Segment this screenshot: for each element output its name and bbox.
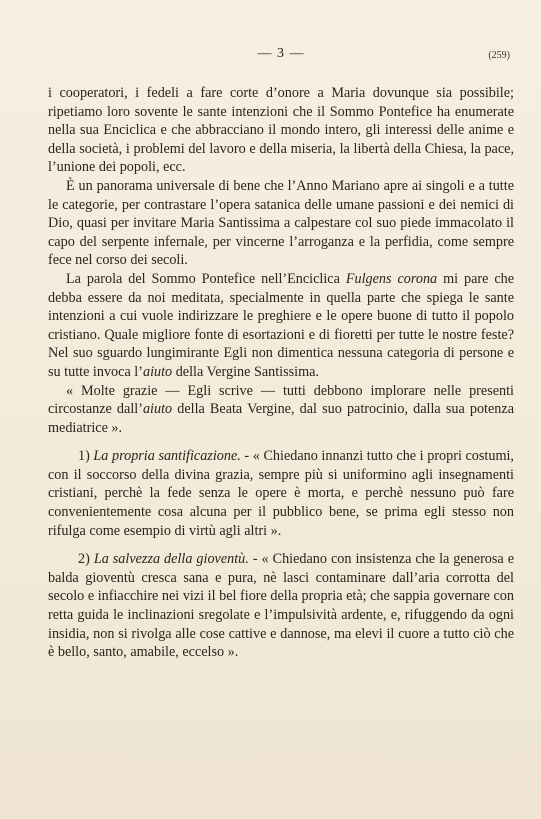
item-2-number: 2) [78,551,94,568]
aiuto-emphasis-2: aiuto [142,401,173,418]
item-1-title: La propria santificazione. [93,448,241,465]
paragraph-2: È un panorama universale di bene che l’Anno Mariano apre ai singoli e a tutte le categorie, per contrastare l’opera satanica delle umane passioni e dei nemici di Dio, quasi per invitare Maria Santissima a calpestare col suo piede immacolato il capo del serpente infernale, per vincerne l’arroganza e la perfidia, come sempre fece nel corso dei secoli. [48,177,514,269]
numbered-item-1 [48,447,514,540]
paragraph-3-text-b: mi pare che debba essere da noi meditata, specialmente in quella parte che spiega le sante intenzioni a cui vuole indirizzare le preghiere e le opere buone di tutto il popolo cristiano. Quale migliore fonte di esortazioni e di fioretti per tutte le nostre feste? Nel suo sguardo lungimirante Egli non dimentica nessuna categoria di persone e su tutte invoca l’ [48,270,515,380]
item-2-title: La salvezza della gioventù. [93,551,249,568]
paragraph-3-text-a: La parola del Sommo Pontefice nell’Enciclica [66,270,346,287]
item-1-number: 1) [78,448,94,465]
item-2-text: - « Chiedano con insistenza che la generosa e balda gioventù cresca sana e pura, nè lasci contaminare dall’aria corrotta del secolo e infiacchire nei vizi il bel fiore della propria età; che sappia governare con retta guida le inclinazioni sregolate e l’impulsività ardente, e, rifuggendo da ogni insidia, non si rivolga alle cose cattive e dannose, ma elevi il cuore a tutto ciò che è bello, santo, amabile, eccelso ». [48,551,514,661]
paragraph-4 [48,382,514,438]
encyclical-title: Fulgens corona [345,270,438,287]
paragraph-4-text-b: della Beata Vergine, dal suo patrocinio, dalla sua potenza mediatrice ». [48,401,514,436]
paragraph-3-text-c: della Vergine Santissima. [172,363,319,380]
paragraph-4-text-a: « Molte grazie — Egli scrive — tutti debbono implorare nelle presenti circostanze dall’ [48,382,514,418]
page-number: — 3 — [257,46,305,61]
paragraph-3 [48,270,514,382]
aiuto-emphasis: aiuto [142,363,173,380]
page-header [48,46,514,66]
numbered-item-2 [48,550,514,662]
item-1-text: - « Chiedano innanzi tutto che i propri costumi, con il soccorso della divina grazia, sempre più si uniformino agli insegnamenti cristiani, perchè la fede senza le opere è morta, e perchè nessuno può fare convenientemente cosa alcuna per il pubblico bene, se prima egli stesso non rifulga come esempio di virtù agli altri ». [48,448,514,539]
page-reference: (259) [488,50,510,61]
body-text [48,84,514,662]
paragraph-1: i cooperatori, i fedeli a fare corte d’onore a Maria dovunque sia possibile; ripetiamo loro sovente le sante intenzioni che il Sommo Pontefice ha enumerate nella sua Enciclica e che abbracciano il mondo intero, gli interessi delle anime e della società, i problemi del lavoro e della miseria, la libertà della Chiesa, la pace, l’unione dei popoli, ecc. [48,85,514,176]
